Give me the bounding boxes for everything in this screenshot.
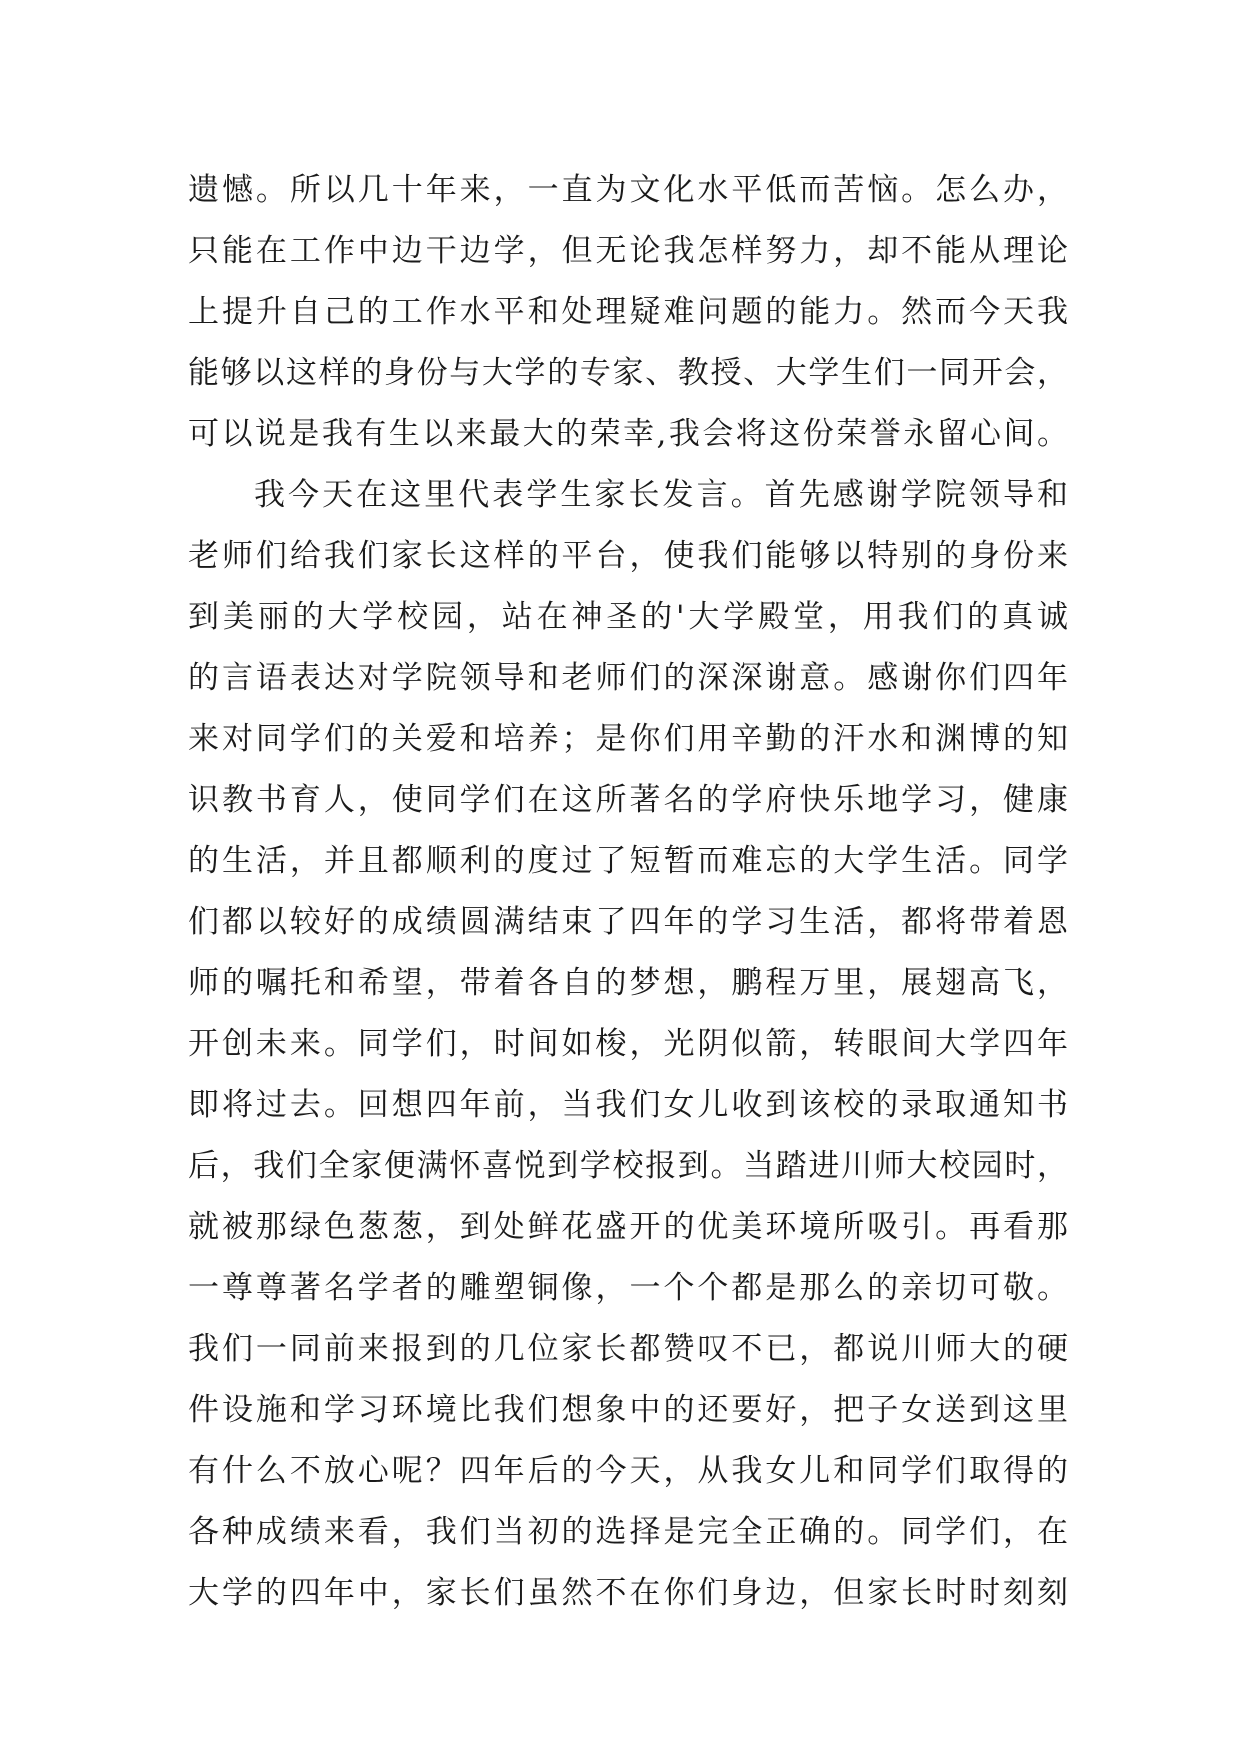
text-line: 一尊尊著名学者的雕塑铜像，一个个都是那么的亲切可敬。 <box>188 1270 1068 1306</box>
text-line: 后，我们全家便满怀喜悦到学校报到。当踏进川师大校园时， <box>188 1148 1068 1184</box>
text-line: 即将过去。回想四年前，当我们女儿收到该校的录取通知书 <box>188 1087 1068 1123</box>
text-line: 老师们给我们家长这样的平台，使我们能够以特别的身份来 <box>188 538 1068 574</box>
text-line: 我们一同前来报到的几位家长都赞叹不已，都说川师大的硬 <box>188 1331 1068 1367</box>
text-line: 上提升自己的工作水平和处理疑难问题的能力。然而今天我 <box>188 294 1068 330</box>
text-line: 们都以较好的成绩圆满结束了四年的学习生活，都将带着恩 <box>188 904 1068 940</box>
text-line: 只能在工作中边干边学，但无论我怎样努力，却不能从理论 <box>188 233 1068 269</box>
text-line: 师的嘱托和希望，带着各自的梦想，鹏程万里，展翅高飞， <box>188 965 1068 1001</box>
text-line: 到美丽的大学校园，站在神圣的'大学殿堂，用我们的真诚 <box>188 599 1068 635</box>
text-line: 开创未来。同学们，时间如梭，光阴似箭，转眼间大学四年 <box>188 1026 1068 1062</box>
text-line: 各种成绩来看，我们当初的选择是完全正确的。同学们，在 <box>188 1514 1068 1550</box>
text-line: 有什么不放心呢？四年后的今天，从我女儿和同学们取得的 <box>188 1453 1068 1489</box>
text-line: 大学的四年中，家长们虽然不在你们身边，但家长时时刻刻 <box>188 1575 1068 1611</box>
text-line: 我今天在这里代表学生家长发言。首先感谢学院领导和 <box>254 477 1068 513</box>
text-line: 遗憾。所以几十年来，一直为文化水平低而苦恼。怎么办， <box>188 172 1068 208</box>
text-line: 来对同学们的关爱和培养；是你们用辛勤的汗水和渊博的知 <box>188 721 1068 757</box>
text-line: 的言语表达对学院领导和老师们的深深谢意。感谢你们四年 <box>188 660 1068 696</box>
text-line: 可以说是我有生以来最大的荣幸,我会将这份荣誉永留心间。 <box>188 416 1068 452</box>
text-line: 的生活，并且都顺利的度过了短暂而难忘的大学生活。同学 <box>188 843 1068 879</box>
body-text <box>188 160 1068 1624</box>
text-line: 能够以这样的身份与大学的专家、教授、大学生们一同开会， <box>188 355 1068 391</box>
text-line: 就被那绿色葱葱，到处鲜花盛开的优美环境所吸引。再看那 <box>188 1209 1068 1245</box>
text-line: 件设施和学习环境比我们想象中的还要好，把子女送到这里 <box>188 1392 1068 1428</box>
text-line: 识教书育人，使同学们在这所著名的学府快乐地学习，健康 <box>188 782 1068 818</box>
